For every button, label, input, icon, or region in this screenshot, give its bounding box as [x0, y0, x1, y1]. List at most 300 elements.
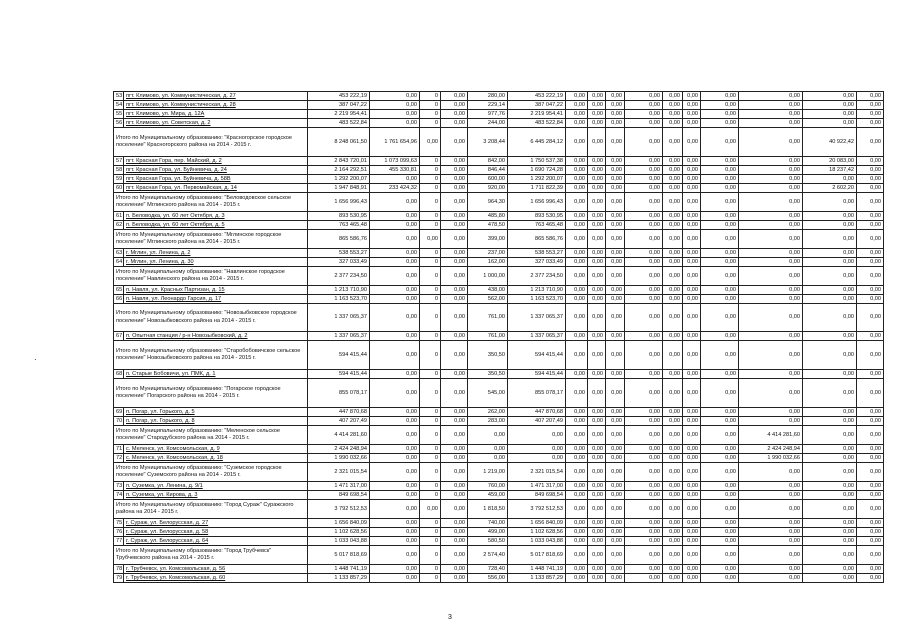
amount-cell: 0,00	[857, 286, 884, 295]
amount-cell: 0,00	[566, 101, 588, 110]
amount-cell: 0	[420, 341, 441, 370]
amount-cell: 0,00	[625, 537, 663, 546]
amount-cell: 0,00	[441, 157, 468, 166]
amount-cell: 0,00	[588, 110, 606, 119]
amount-cell: 0,00	[441, 286, 468, 295]
municipality-total-row	[114, 341, 884, 370]
building-address: г. Мглин, ул. Ленина, д. 30	[124, 258, 308, 267]
amount-cell: 0,00	[663, 463, 683, 482]
amount-cell: 0,00	[588, 519, 606, 528]
amount-cell: 0,00	[606, 537, 625, 546]
amount-cell: 0,00	[857, 295, 884, 304]
amount-cell: 283,00	[468, 417, 508, 426]
amount-cell: 0,00	[857, 565, 884, 574]
row-number: 63	[114, 249, 124, 258]
amount-cell: 1 818,50	[468, 500, 508, 519]
amount-cell: 0,00	[803, 370, 857, 379]
amount-cell: 0	[420, 370, 441, 379]
amount-cell: 447 870,68	[308, 408, 370, 417]
amount-cell: 0	[420, 221, 441, 230]
amount-cell: 0,00	[683, 193, 701, 212]
amount-cell: 0,00	[588, 463, 606, 482]
amount-cell: 0,00	[370, 445, 420, 454]
amount-cell: 0,00	[566, 463, 588, 482]
amount-cell: 0,00	[683, 221, 701, 230]
amount-cell: 0,00	[625, 249, 663, 258]
amount-cell: 0,00	[739, 500, 803, 519]
amount-cell: 0,00	[566, 454, 588, 463]
amount-cell: 0,00	[739, 565, 803, 574]
amount-cell: 0,00	[370, 92, 420, 101]
amount-cell: 0,00	[803, 500, 857, 519]
amount-cell: 0,00	[663, 92, 683, 101]
amount-cell: 0,00	[701, 119, 739, 128]
amount-cell: 0	[420, 166, 441, 175]
amount-cell: 0,00	[803, 546, 857, 565]
amount-cell: 455 330,81	[370, 166, 420, 175]
amount-cell: 0	[420, 565, 441, 574]
amount-cell: 0,00	[606, 267, 625, 286]
amount-cell: 855 078,17	[508, 379, 566, 408]
amount-cell: 478,50	[468, 221, 508, 230]
amount-cell: 0,00	[683, 445, 701, 454]
amount-cell: 20 083,00	[803, 157, 857, 166]
amount-cell: 0,00	[803, 491, 857, 500]
amount-cell: 0,00	[441, 184, 468, 193]
amount-cell: 763 465,48	[308, 221, 370, 230]
amount-cell: 0,00	[857, 101, 884, 110]
amount-cell: 483 522,84	[308, 119, 370, 128]
amount-cell: 0,00	[803, 332, 857, 341]
amount-cell: 0,00	[739, 304, 803, 332]
building-address: п. Беловодка, ул. 60 лет Октября, д. 5	[124, 221, 308, 230]
amount-cell: 0,00	[468, 454, 508, 463]
row-number: 68	[114, 370, 124, 379]
building-row	[114, 166, 884, 175]
amount-cell: 0,00	[803, 379, 857, 408]
capital-repair-register-table	[113, 91, 884, 583]
amount-cell: 849 698,54	[508, 491, 566, 500]
amount-cell: 0,00	[683, 230, 701, 249]
amount-cell: 0,00	[566, 230, 588, 249]
amount-cell: 0,00	[803, 574, 857, 583]
amount-cell: 4 414 281,60	[308, 426, 370, 445]
amount-cell: 0,00	[625, 258, 663, 267]
amount-cell: 0,00	[606, 574, 625, 583]
amount-cell: 1 133 857,29	[508, 574, 566, 583]
amount-cell: 0,00	[803, 528, 857, 537]
building-row	[114, 110, 884, 119]
amount-cell: 0,00	[803, 193, 857, 212]
amount-cell: 0,00	[441, 119, 468, 128]
amount-cell: 0,00	[606, 212, 625, 221]
amount-cell: 0,00	[441, 295, 468, 304]
amount-cell: 0,00	[441, 370, 468, 379]
amount-cell: 1 711 822,39	[508, 184, 566, 193]
building-row	[114, 221, 884, 230]
row-number: 64	[114, 258, 124, 267]
amount-cell: 0,00	[803, 417, 857, 426]
amount-cell: 0,00	[803, 426, 857, 445]
municipality-total-label: Итого по Муниципальному образованию: "Погарское городское поселение" Погарского района на 2014 - 2015 г.	[114, 379, 308, 408]
amount-cell: 0,00	[683, 157, 701, 166]
amount-cell: 0,00	[566, 341, 588, 370]
amount-cell: 0,00	[441, 426, 468, 445]
amount-cell: 0,00	[663, 267, 683, 286]
amount-cell: 2 321 015,54	[508, 463, 566, 482]
amount-cell: 594 415,44	[308, 341, 370, 370]
amount-cell: 0,00	[857, 341, 884, 370]
amount-cell: 0	[420, 101, 441, 110]
building-address: п. Беловодка, ул. 60 лет Октября, д. 3	[124, 212, 308, 221]
amount-cell: 1 102 628,56	[308, 528, 370, 537]
amount-cell: 0,00	[441, 92, 468, 101]
amount-cell: 0,00	[857, 528, 884, 537]
building-row	[114, 212, 884, 221]
amount-cell: 0,00	[606, 101, 625, 110]
amount-cell: 1 033 043,88	[308, 537, 370, 546]
amount-cell: 0,00	[663, 184, 683, 193]
amount-cell: 0,00	[663, 528, 683, 537]
amount-cell: 1 033 043,88	[508, 537, 566, 546]
amount-cell: 162,00	[468, 258, 508, 267]
row-number: 65	[114, 286, 124, 295]
amount-cell: 849 698,54	[308, 491, 370, 500]
amount-cell: 0,00	[683, 101, 701, 110]
amount-cell: 0,00	[701, 454, 739, 463]
amount-cell: 0,00	[370, 463, 420, 482]
amount-cell: 0,00	[663, 491, 683, 500]
amount-cell: 327 033,49	[508, 258, 566, 267]
amount-cell: 438,00	[468, 286, 508, 295]
amount-cell: 0,00	[566, 175, 588, 184]
amount-cell: 0,00	[625, 175, 663, 184]
amount-cell: 0,00	[625, 341, 663, 370]
amount-cell: 0,00	[441, 258, 468, 267]
amount-cell: 0,00	[663, 110, 683, 119]
amount-cell: 0,00	[857, 175, 884, 184]
amount-cell: 0,00	[588, 537, 606, 546]
amount-cell: 447 870,68	[508, 408, 566, 417]
amount-cell: 0,00	[739, 286, 803, 295]
amount-cell: 0,00	[683, 212, 701, 221]
amount-cell: 0,00	[739, 519, 803, 528]
building-address: г. Трубчевск, ул. Комсомольская, д. 60	[124, 574, 308, 583]
amount-cell: 0,00	[857, 193, 884, 212]
building-row	[114, 417, 884, 426]
amount-cell: 0,00	[663, 175, 683, 184]
amount-cell: 0,00	[683, 332, 701, 341]
amount-cell: 0,00	[663, 574, 683, 583]
building-row	[114, 370, 884, 379]
amount-cell: 0,00	[606, 500, 625, 519]
amount-cell: 1 073 099,63	[370, 157, 420, 166]
amount-cell: 1 656 840,09	[308, 519, 370, 528]
building-address: пгт. Красная Гора, ул. Первомайская, д. 14	[124, 184, 308, 193]
amount-cell: 1 213 710,90	[508, 286, 566, 295]
amount-cell: 0,00	[701, 184, 739, 193]
row-number: 66	[114, 295, 124, 304]
amount-cell: 0,00	[683, 249, 701, 258]
amount-cell: 0,00	[701, 212, 739, 221]
amount-cell: 1 448 741,19	[308, 565, 370, 574]
amount-cell: 0,00	[441, 500, 468, 519]
amount-cell: 1 750 537,38	[508, 157, 566, 166]
amount-cell: 0,00	[683, 119, 701, 128]
building-row	[114, 119, 884, 128]
amount-cell: 0,00	[739, 267, 803, 286]
amount-cell: 0,00	[683, 267, 701, 286]
amount-cell: 0	[420, 212, 441, 221]
amount-cell: 0,00	[566, 574, 588, 583]
amount-cell: 0,00	[625, 304, 663, 332]
amount-cell: 0,00	[739, 119, 803, 128]
building-row	[114, 482, 884, 491]
amount-cell: 0,00	[370, 408, 420, 417]
amount-cell: 0,00	[701, 267, 739, 286]
amount-cell: 237,00	[468, 249, 508, 258]
amount-cell: 0,00	[857, 332, 884, 341]
amount-cell: 0,00	[739, 370, 803, 379]
amount-cell: 0,00	[441, 175, 468, 184]
amount-cell: 760,00	[468, 482, 508, 491]
row-number: 79	[114, 574, 124, 583]
building-row	[114, 295, 884, 304]
amount-cell: 0,00	[566, 128, 588, 157]
amount-cell: 0,00	[739, 175, 803, 184]
amount-cell: 8 248 061,50	[308, 128, 370, 157]
amount-cell: 1 990 032,66	[308, 454, 370, 463]
amount-cell: 0,00	[803, 295, 857, 304]
amount-cell: 0,00	[370, 295, 420, 304]
row-number: 70	[114, 417, 124, 426]
amount-cell: 0,00	[370, 491, 420, 500]
amount-cell: 865 586,76	[308, 230, 370, 249]
amount-cell: 0,00	[857, 184, 884, 193]
amount-cell: 0,00	[803, 258, 857, 267]
amount-cell: 0,00	[606, 193, 625, 212]
amount-cell: 0,00	[441, 528, 468, 537]
amount-cell: 0,00	[508, 445, 566, 454]
amount-cell: 0,00	[588, 230, 606, 249]
amount-cell: 0,00	[625, 128, 663, 157]
amount-cell: 0,00	[370, 537, 420, 546]
row-number: 56	[114, 119, 124, 128]
amount-cell: 0,00	[857, 258, 884, 267]
amount-cell: 0,00	[701, 230, 739, 249]
amount-cell: 0,00	[606, 528, 625, 537]
building-address: п. Старые Бобовичи, ул. ПМК, д. 1	[124, 370, 308, 379]
amount-cell: 0,00	[606, 332, 625, 341]
amount-cell: 0,00	[739, 574, 803, 583]
amount-cell: 728,40	[468, 565, 508, 574]
amount-cell: 0,00	[606, 463, 625, 482]
amount-cell: 562,00	[468, 295, 508, 304]
municipality-total-row	[114, 426, 884, 445]
amount-cell: 0,00	[606, 295, 625, 304]
amount-cell: 545,00	[468, 379, 508, 408]
amount-cell: 1 947 848,91	[308, 184, 370, 193]
amount-cell: 0,00	[420, 500, 441, 519]
amount-cell: 1 656 996,43	[308, 193, 370, 212]
amount-cell: 0,00	[606, 370, 625, 379]
amount-cell: 0,00	[606, 128, 625, 157]
amount-cell: 0,00	[566, 565, 588, 574]
amount-cell: 1 337 065,37	[508, 332, 566, 341]
amount-cell: 763 465,48	[508, 221, 566, 230]
amount-cell: 1 448 741,19	[508, 565, 566, 574]
building-address: г. Сураж, ул. Белорусская, д. 27	[124, 519, 308, 528]
building-address: пгт. Климово, ул. Коммунистическая, д. 28	[124, 101, 308, 110]
amount-cell: 0,00	[370, 500, 420, 519]
amount-cell: 0,00	[441, 101, 468, 110]
amount-cell: 0,00	[803, 286, 857, 295]
amount-cell: 0,00	[588, 408, 606, 417]
amount-cell: 0,00	[701, 249, 739, 258]
amount-cell: 0,00	[683, 528, 701, 537]
amount-cell: 0,00	[370, 286, 420, 295]
amount-cell: 0,00	[625, 408, 663, 417]
amount-cell: 0,00	[857, 166, 884, 175]
amount-cell: 229,14	[468, 101, 508, 110]
amount-cell: 0,00	[566, 332, 588, 341]
amount-cell: 0,00	[683, 417, 701, 426]
margin-mark: ·	[34, 355, 37, 364]
building-address: пгт. Климово, ул. Коммунистическая, д. 27	[124, 92, 308, 101]
building-row	[114, 528, 884, 537]
amount-cell: 0,00	[588, 249, 606, 258]
municipality-total-label: Итого по Муниципальному образованию: "Мглинское городское поселение" Мглинского района на 2014 - 2015 г.	[114, 230, 308, 249]
amount-cell: 0,00	[857, 408, 884, 417]
building-row	[114, 537, 884, 546]
amount-cell: 0,00	[588, 267, 606, 286]
row-number: 54	[114, 101, 124, 110]
municipality-total-row	[114, 193, 884, 212]
amount-cell: 0,00	[803, 175, 857, 184]
amount-cell: 40 922,42	[803, 128, 857, 157]
amount-cell: 0,00	[370, 175, 420, 184]
amount-cell: 0,00	[625, 370, 663, 379]
amount-cell: 0,00	[663, 295, 683, 304]
amount-cell: 1 337 065,37	[308, 332, 370, 341]
amount-cell: 0,00	[625, 528, 663, 537]
amount-cell: 0,00	[663, 212, 683, 221]
amount-cell: 350,50	[468, 370, 508, 379]
amount-cell: 0,00	[803, 221, 857, 230]
amount-cell: 0,00	[683, 128, 701, 157]
amount-cell: 0,00	[683, 426, 701, 445]
building-row	[114, 101, 884, 110]
building-address: г. Мглин, ул. Ленина, д. 2	[124, 249, 308, 258]
amount-cell: 0,00	[803, 101, 857, 110]
amount-cell: 0,00	[857, 500, 884, 519]
amount-cell: 0,00	[803, 110, 857, 119]
amount-cell: 0,00	[803, 454, 857, 463]
amount-cell: 1 337 065,37	[508, 304, 566, 332]
amount-cell: 0,00	[625, 454, 663, 463]
amount-cell: 0,00	[663, 304, 683, 332]
amount-cell: 0,00	[370, 528, 420, 537]
amount-cell: 0,00	[606, 166, 625, 175]
amount-cell: 0,00	[683, 565, 701, 574]
amount-cell: 0,00	[663, 341, 683, 370]
amount-cell: 0,00	[625, 110, 663, 119]
amount-cell: 280,00	[468, 92, 508, 101]
amount-cell: 0,00	[701, 370, 739, 379]
amount-cell: 0,00	[663, 519, 683, 528]
amount-cell: 453 222,19	[508, 92, 566, 101]
amount-cell: 0,00	[566, 528, 588, 537]
amount-cell: 0,00	[625, 463, 663, 482]
amount-cell: 0,00	[739, 92, 803, 101]
amount-cell: 0,00	[370, 546, 420, 565]
amount-cell: 761,00	[468, 332, 508, 341]
amount-cell: 1 292 200,07	[508, 175, 566, 184]
amount-cell: 0,00	[683, 370, 701, 379]
amount-cell: 0,00	[739, 221, 803, 230]
building-address: п. Суземка, ул. Кирова, д. 3	[124, 491, 308, 500]
amount-cell: 0	[420, 119, 441, 128]
amount-cell: 0,00	[606, 230, 625, 249]
building-address: пгт. Климово, ул. Мира, д. 12А	[124, 110, 308, 119]
amount-cell: 0,00	[441, 565, 468, 574]
amount-cell: 0,00	[370, 119, 420, 128]
amount-cell: 0,00	[566, 267, 588, 286]
row-number: 75	[114, 519, 124, 528]
amount-cell: 893 530,95	[508, 212, 566, 221]
row-number: 62	[114, 221, 124, 230]
amount-cell: 0,00	[739, 295, 803, 304]
amount-cell: 0,00	[701, 519, 739, 528]
amount-cell: 0,00	[441, 454, 468, 463]
amount-cell: 0,00	[566, 500, 588, 519]
amount-cell: 0	[420, 175, 441, 184]
amount-cell: 0,00	[606, 565, 625, 574]
amount-cell: 0,00	[441, 212, 468, 221]
amount-cell: 0,00	[625, 166, 663, 175]
amount-cell: 0,00	[588, 193, 606, 212]
amount-cell: 0	[420, 417, 441, 426]
amount-cell: 0	[420, 258, 441, 267]
amount-cell: 0,00	[857, 157, 884, 166]
amount-cell: 0,00	[683, 546, 701, 565]
amount-cell: 0,00	[566, 546, 588, 565]
amount-cell: 0,00	[803, 463, 857, 482]
amount-cell: 0,00	[606, 482, 625, 491]
amount-cell: 0,00	[606, 445, 625, 454]
amount-cell: 0	[420, 491, 441, 500]
amount-cell: 0,00	[701, 128, 739, 157]
amount-cell: 538 553,27	[308, 249, 370, 258]
municipality-total-label: Итого по Муниципальному образованию: "Город Трубчевск" Трубчевского района на 2014 - 2015 г.	[114, 546, 308, 565]
amount-cell: 0,00	[701, 379, 739, 408]
amount-cell: 0,00	[701, 295, 739, 304]
amount-cell: 0,00	[441, 332, 468, 341]
amount-cell: 0,00	[566, 491, 588, 500]
amount-cell: 580,50	[468, 537, 508, 546]
amount-cell: 0,00	[370, 454, 420, 463]
amount-cell: 0	[420, 445, 441, 454]
amount-cell: 0,00	[588, 157, 606, 166]
amount-cell: 0,00	[857, 110, 884, 119]
building-address: п. Погар, ул. Горького, д. 5	[124, 408, 308, 417]
amount-cell: 0,00	[566, 92, 588, 101]
amount-cell: 0,00	[566, 445, 588, 454]
row-number: 57	[114, 157, 124, 166]
row-number: 60	[114, 184, 124, 193]
amount-cell: 0,00	[441, 417, 468, 426]
amount-cell: 1 000,00	[468, 267, 508, 286]
